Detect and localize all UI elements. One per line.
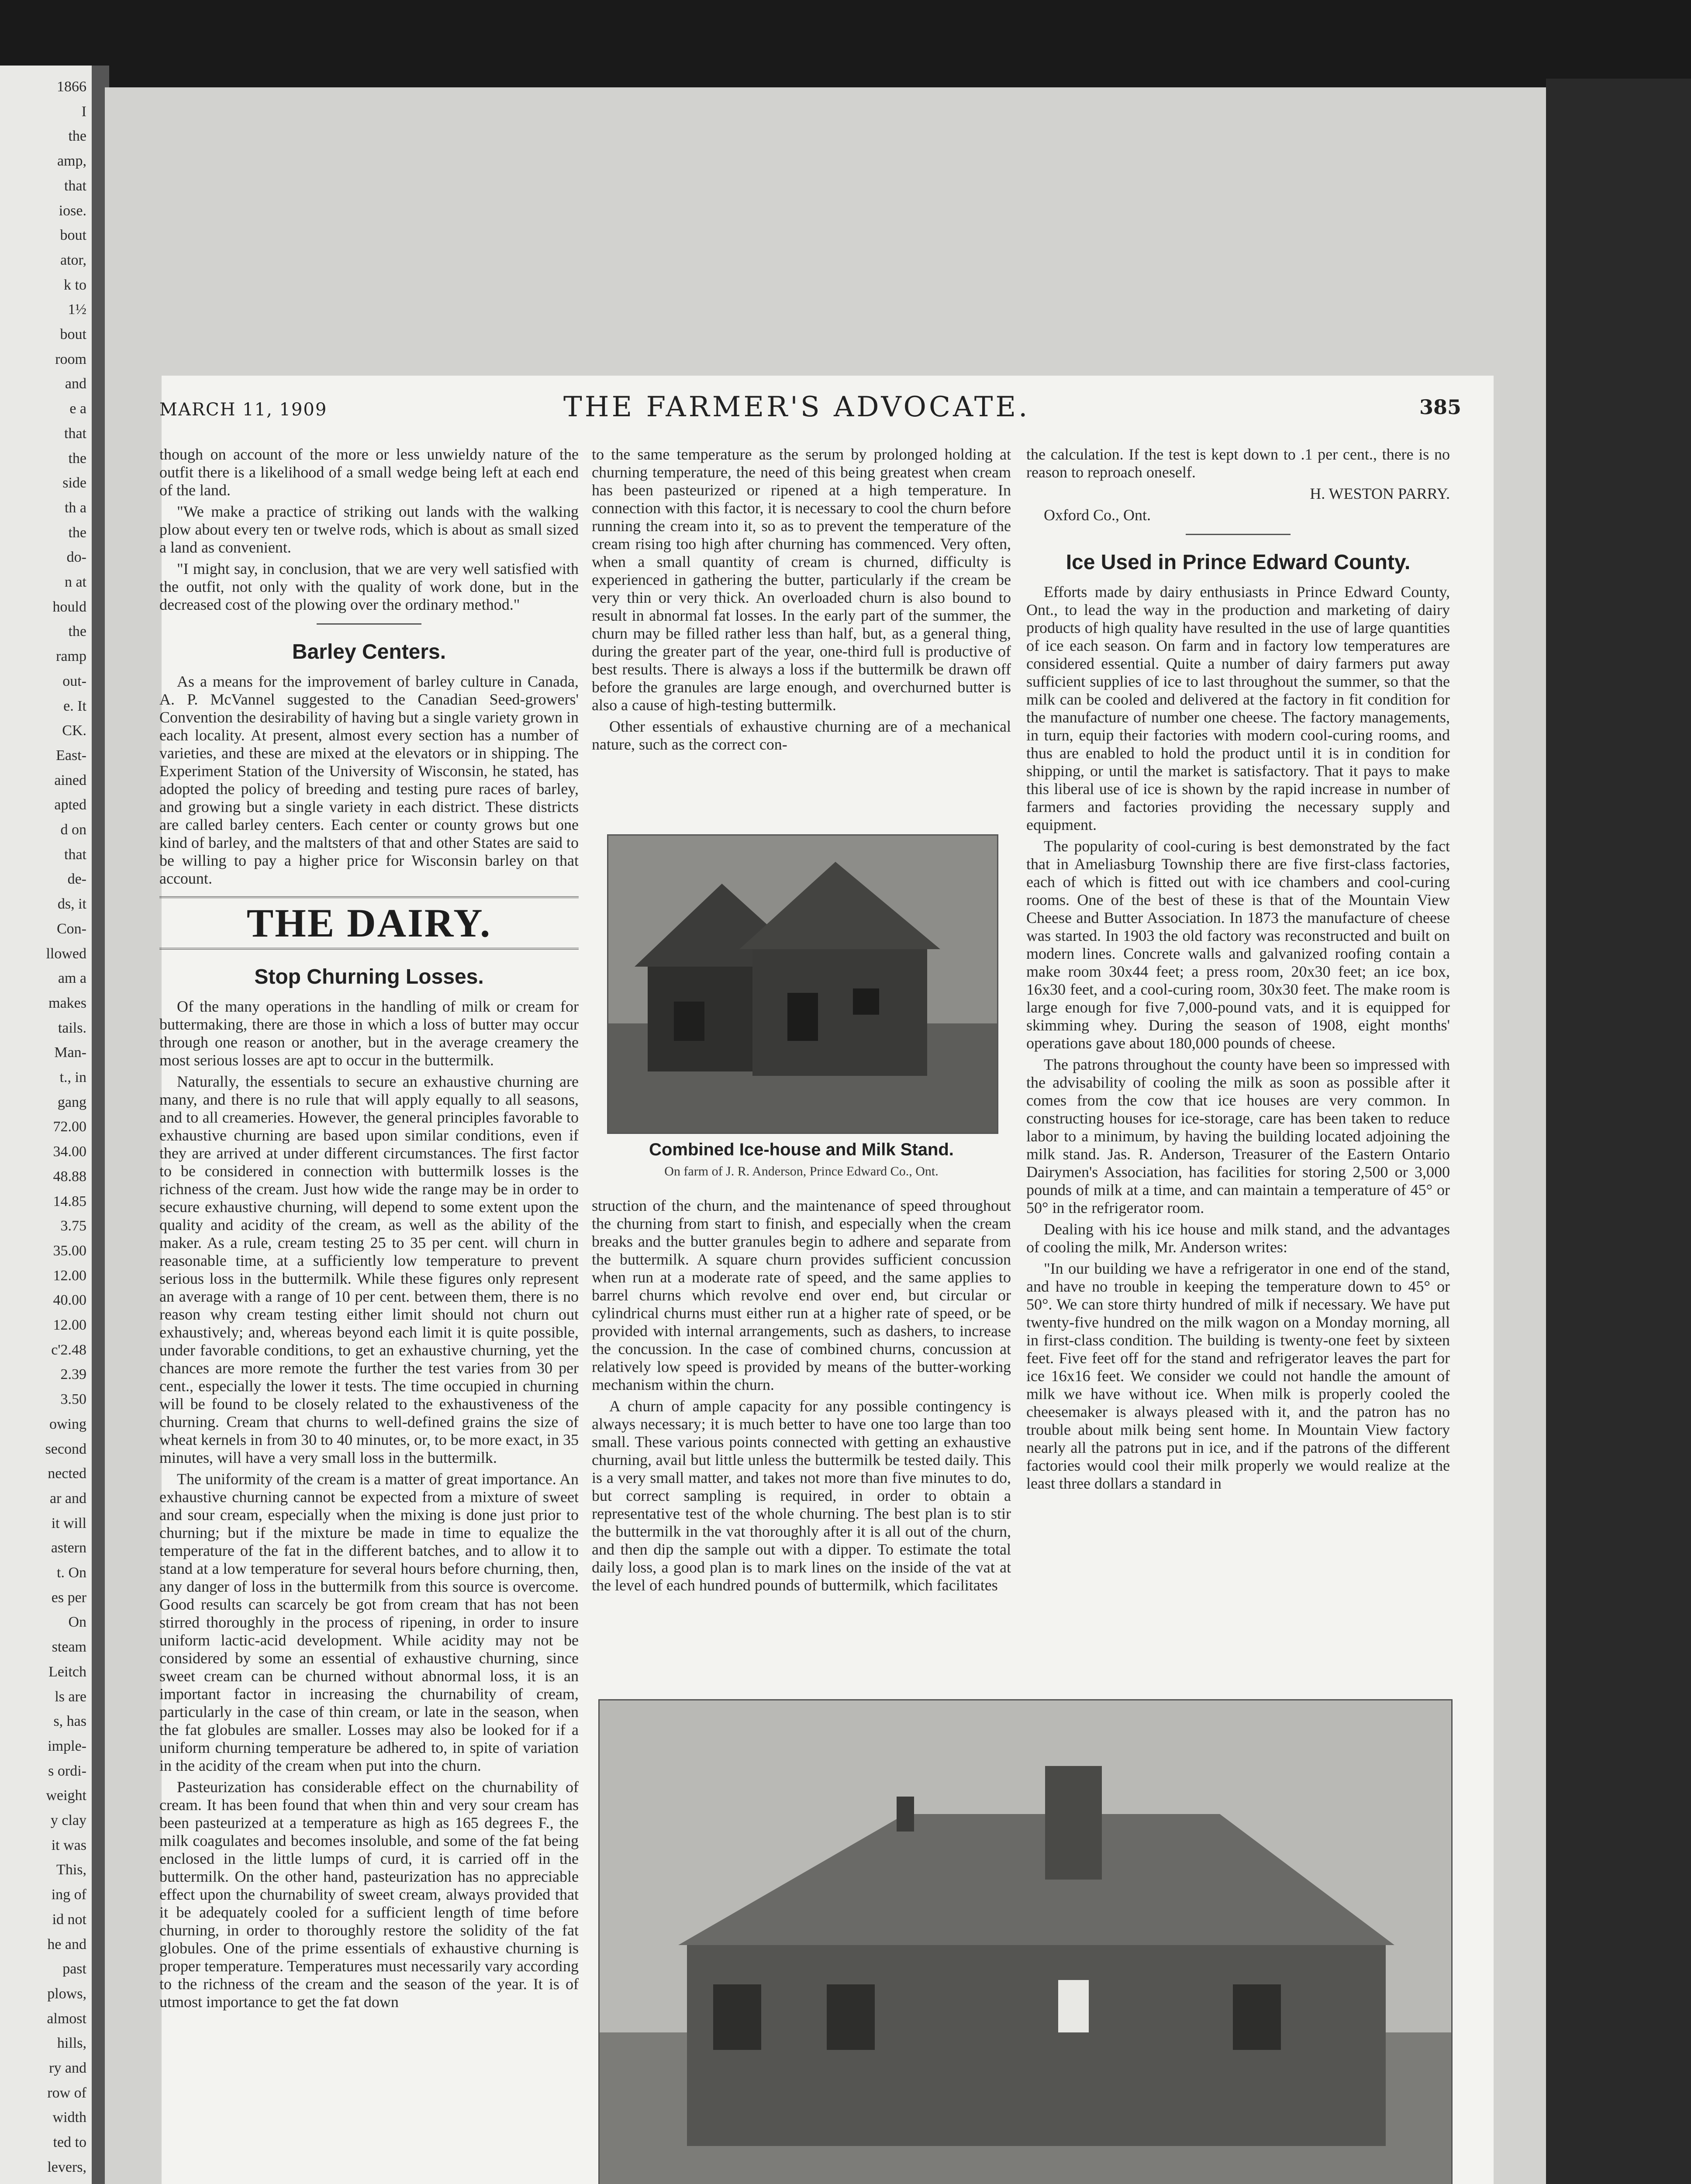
section-heading-churning: Stop Churning Losses. (254, 965, 484, 988)
adjacent-page-fragment: ted to (53, 2134, 86, 2150)
ice-house-illustration (608, 836, 997, 1133)
adjacent-page-fragment: 1½ (68, 301, 86, 318)
adjacent-page-fragment: owing (49, 1416, 86, 1432)
paragraph: Pasteurization has considerable effect on the churnability of cream. It has been found that when thin and very sour cream has been pasteurized at a temperature as high as 165 degrees F., the milk coagulates and becomes insoluble, and some of the fat being enclosed in the little lumps of curd, it is carried off in the buttermilk. On the other hand, pasteurization has no appreciable effect upon the churnability of sweet cream, always provided that it be adequately cooled for a sufficient length of time before churning, in order to thoroughly restore the solidity of the fat globules. One of the prime essentials of exhaustive churning is proper temperature. Temperatures must necessarily vary according to the richness of the cream and the season of the year. It is of utmost importance to get the fat down (159, 1778, 579, 2011)
film-border-right (1546, 79, 1691, 2184)
paragraph: The popularity of cool-curing is best demonstrated by the fact that in Ameliasburg Township there are five first-class factories, each of which is fitted out with ice chambers and cool-curing rooms. One of the best of these is that of the Mountain View Cheese and Butter Association. In 1873 the manufacture of cheese was started. In 1903 the old factory was reconstructed and built on modern lines. Concrete walls and galvanized roofing contain a make room 30x44 feet; a press room, 20x30 feet; an ice box, 16x30 feet, and a cool-curing room, 30x30 feet. The make room is large enough for five 7,000-pound vats, and it is equipped for skimming whey. During the season of 1908, eight months' operations gave about 180,000 pounds of cheese. (1026, 837, 1450, 1052)
adjacent-page-fragment: y clay (50, 1812, 86, 1828)
adjacent-page-fragment: c'2.48 (51, 1342, 86, 1358)
paragraph: "We make a practice of striking out lands with the walking plow about every ten or twelve rods, which is about as small sized a land as convenient. (159, 503, 579, 556)
paragraph: struction of the churn, and the maintenance of speed throughout the churning from start to finish, and especially when the cream breaks and the butter granules begin to adhere and separate from the buttermilk. A square churn provides sufficient concussion when run at a moderate rate of speed, and the same applies to barrel churns which revolve end over end, but circular or cylindrical churns must either run at a higher rate of speed, or be provided with internal arrangements, such as dashers, to increase the concussion. In the case of combined churns, concussion at relatively low speed is provided by means of the butter-working mechanism within the churn. (592, 1197, 1011, 1393)
adjacent-page-fragment: Leitch (48, 1664, 86, 1680)
paragraph: though on account of the more or less unwieldy nature of the outfit there is a likelihood of a small wedge being left at each end of the land. (159, 446, 579, 499)
adjacent-page-fragment: llowed (46, 946, 86, 962)
paragraph: A churn of ample capacity for any possible contingency is always necessary; it is much better to have one too large than too small. These various points connected with getting an exhaustive churning, avail but little unless the buttermilk be tested daily. This is a very small matter, and takes not more than five minutes to do, but correct sampling is required, in order to obtain a representative test of the whole churning. The best plan is to stir the buttermilk in the vat thoroughly after it is all out of the churn, and then dip the sample out with a dipper. To estimate the total daily loss, a good plan is to mark lines on the inside of the vat at the level of each hundred pounds of buttermilk, which facilitates (592, 1397, 1011, 1594)
adjacent-page-fragment: nected (48, 1465, 86, 1482)
adjacent-page-fragment: 3.50 (60, 1391, 86, 1407)
adjacent-page-fragment: almost (47, 2011, 86, 2027)
section-divider (1186, 534, 1291, 535)
paragraph: Of the many operations in the handling of milk or cream for buttermaking, there are those in which a loss of butter may occur through one reason or another, but in the average creamery the most serious losses are apt to occur in the buttermilk. (159, 998, 579, 1069)
adjacent-page-fragment: iose. (59, 203, 86, 219)
adjacent-page-fragment: width (52, 2109, 86, 2125)
adjacent-page-fragment: e a (69, 401, 86, 417)
adjacent-page-fragment: s, has (53, 1713, 86, 1729)
adjacent-page-fragment: k to (64, 277, 86, 293)
column-1 (159, 446, 579, 2015)
adjacent-page-fragment: 3.75 (60, 1218, 86, 1234)
adjacent-page-fragment: t. On (57, 1565, 86, 1581)
paragraph: Efforts made by dairy enthusiasts in Prince Edward County, Ont., to lead the way in the production and marketing of dairy products of high quality have resulted in the use of large quantities of ice each season. On farm and in factory low temperatures are considered essential. Quite a number of dairy farmers put away sufficient supplies of ice to last throughout the summer, so that the milk can be cooled and delivered at the factory in fit condition for the manufacture of number one cheese. The factory managements, in turn, equip their factories with modern cool-curing rooms, and thus are enabled to hold the product until it is in condition for shipping, or until the market is satisfactory. That it pays to make this liberal use of ice is shown by the rapid increase in number of farmers and factories providing the necessary supply and equipment. (1026, 583, 1450, 833)
adjacent-page-fragment: n at (64, 574, 86, 590)
adjacent-page-fragment: makes (48, 995, 86, 1011)
adjacent-page-fragment: am a (58, 970, 86, 986)
paragraph: As a means for the improvement of barley culture in Canada, A. P. McVannel suggested to the Canadian Seed-growers' Convention the desirability of having but a single variety grown in each locality. At present, almost every section has a number of varieties, and these are mixed at the elevators or in shipping. The Experiment Station of the University of Wisconsin, he stated, has adopted the policy of breeding and testing pure races of barley, and growing but a single variety in each district. These districts are called barley centers. Each center or county grows but one kind of barley, and the maltsters of that and other States are said to be willing to pay a higher price for Wisconsin barley on that account. (159, 673, 579, 887)
paragraph: Other essentials of exhaustive churning are of a mechanical nature, such as the correct con- (592, 718, 1011, 753)
column-2-continued (592, 1197, 1011, 1598)
adjacent-page-fragment: t., in (59, 1069, 86, 1085)
dairy-banner-text: THE DAIRY. (246, 901, 492, 945)
column-2 (592, 446, 1011, 757)
section-divider (317, 623, 421, 625)
adjacent-page-fragment: On (68, 1614, 86, 1630)
section-heading-ice: Ice Used in Prince Edward County. (1066, 551, 1411, 574)
section-heading-barley: Barley Centers. (292, 640, 446, 663)
issue-date: MARCH 11, 1909 (159, 400, 328, 420)
adjacent-page-fragment: tails. (58, 1020, 86, 1036)
paragraph: The uniformity of the cream is a matter of great importance. An exhaustive churning cannot be expected from a mixture of sweet and sour cream, especially when the mixing is done just prior to churning; but if the mixture be made in time to equalize the temperature of the fat in the different batches, and to allow it to stand at a low temperature for several hours before churning, then, any danger of loss in the buttermilk from this source is overcome. Good results can scarcely be got from cream that has not been stirred thoroughly in the process of ripening, in order to insure uniform lactic-acid development. While acidity may not be considered by some an essential of exhaustive churning, since sweet cream can be churned without abnormal loss, it is an important factor in increasing the churnability of cream, particularly in the case of thin cream, or late in the season, when the fat globules are smaller. Losses may also be looked for if a uniform churning temperature be adhered to, in spite of variation in the acidity of the cream when put into the churn. (159, 1470, 579, 1774)
adjacent-page-fragment: out- (62, 673, 86, 689)
adjacent-page-fragment: ing of (51, 1887, 86, 1903)
adjacent-page-fragment: that (64, 425, 86, 442)
adjacent-page-fragment: 40.00 (53, 1292, 86, 1308)
adjacent-page-fragment: 35.00 (53, 1243, 86, 1259)
dairy-banner (159, 896, 579, 950)
adjacent-page-fragment: Man- (54, 1044, 86, 1061)
adjacent-page-fragment: th a (64, 500, 86, 516)
adjacent-page-fragment: 14.85 (53, 1193, 86, 1209)
adjacent-page-fragment: 48.88 (53, 1168, 86, 1185)
adjacent-page-fragment: ls are (55, 1689, 86, 1705)
adjacent-page-fragment: second (45, 1441, 86, 1457)
adjacent-page-fragment: it will (51, 1515, 86, 1531)
adjacent-page-fragment: he and (47, 1936, 86, 1952)
adjacent-page-fragment: bout (60, 326, 86, 342)
author-signature: H. WESTON PARRY. (1310, 485, 1450, 502)
adjacent-page-fragment: hould (52, 599, 86, 615)
adjacent-page-fragment: plows, (47, 1986, 86, 2002)
adjacent-page-fragment: ry and (49, 2060, 86, 2076)
adjacent-page-fragment: room (55, 351, 86, 367)
column-3 (1026, 446, 1450, 1496)
adjacent-page-fragment: ar and (49, 1490, 86, 1507)
adjacent-page-fragment: astern (51, 1540, 86, 1556)
adjacent-page-fragment: amp, (57, 153, 86, 169)
adjacent-page-fragment: 34.00 (53, 1144, 86, 1160)
adjacent-page-fragment: This, (56, 1862, 86, 1878)
adjacent-page-fragment: it was (51, 1837, 86, 1853)
masthead-title: THE FARMER'S ADVOCATE. (563, 391, 1030, 423)
adjacent-page-fragment: row of (47, 2085, 86, 2101)
adjacent-page-fragment: de- (67, 871, 86, 887)
adjacent-page-fragment: ramp (56, 648, 86, 664)
adjacent-page-fragment: id not (52, 1911, 86, 1928)
adjacent-page-fragment: past (62, 1961, 86, 1977)
adjacent-page-fragment: apted (54, 797, 86, 813)
adjacent-page-fragment: gang (57, 1094, 86, 1110)
photo-subcaption: On farm of J. R. Anderson, Prince Edward Co., Ont. (664, 1164, 939, 1178)
adjacent-page-fragment: do- (66, 549, 86, 565)
adjacent-page-fragment: es per (51, 1590, 86, 1606)
adjacent-page-fragment: 72.00 (53, 1119, 86, 1135)
adjacent-page-fragment: and (65, 376, 86, 392)
adjacent-page-fragment: ds, it (57, 896, 86, 912)
adjacent-page-fragment: Con- (57, 921, 86, 937)
adjacent-page-fragment: 2.39 (60, 1366, 86, 1382)
adjacent-page-fragment: 1866 (57, 79, 86, 95)
photo-ice-house (607, 834, 998, 1134)
adjacent-page-fragment: 12.00 (53, 1317, 86, 1333)
adjacent-page-fragment: the (68, 128, 86, 144)
adjacent-page-fragment: I (81, 104, 86, 120)
adjacent-page-fragment: steam (52, 1639, 86, 1655)
cheese-factory-illustration (600, 1700, 1451, 2184)
adjacent-page-fragment: 12.00 (53, 1268, 86, 1284)
adjacent-page-fragment: ained (54, 772, 86, 788)
adjacent-page-fragment: CK. (62, 722, 86, 739)
paragraph: "I might say, in conclusion, that we are very well satisfied with the outfit, not only with the quality of work done, but in the decreased cost of the plowing over the ordinary method." (159, 560, 579, 613)
adjacent-page-fragment: that (64, 847, 86, 863)
adjacent-page-fragment: levers, (47, 2159, 86, 2175)
adjacent-page-fragment: the (68, 450, 86, 467)
adjacent-page-fragment: hills, (57, 2035, 86, 2051)
adjacent-page-fragment: side (62, 475, 86, 491)
paragraph: Naturally, the essentials to secure an exhaustive churning are many, and there is no rule that will apply equally to all seasons, and to all creameries. However, the general principles favorable to exhaustive churning are based upon similar conditions, even if they are arrived at under different circumstances. The first factor to be considered in connection with buttermilk losses is the richness of the cream. Just how wide the range may be in order to secure exhaustive churning, will depend to some extent upon the quality and acidity of the cream, as well as the ability of the maker. As a rule, cream testing 25 to 35 per cent. will churn in reasonable time, at a sufficiently low temperature to prevent serious loss in the buttermilk. While these figures only represent an average with a range of 10 per cent. between them, there is no reason why cream testing either limit should not churn out exhaustively; and, whereas beyond each limit it is quite possible, under favorable conditions, to get an exhaustive churning, yet the chances are more remote the further the test varies from 30 per cent., especially the lower it tests. The time occupied in churning will be found to be closely related to the exhaustiveness of the churning. Cream that churns to well-defined grains the size of wheat kernels in from 30 to 40 minutes, or, to be more exact, in 35 minutes, will have a very small loss in the buttermilk. (159, 1073, 579, 1466)
paragraph: "In our building we have a refrigerator in one end of the stand, and have no trouble in keeping the temperature down to 45° or 50°. We can store thirty hundred of milk if necessary. We have put twenty-five hundred on the milk wagon on a Monday morning, all in first-class condition. The building is twenty-one feet by sixteen feet. Five feet off for the stand and refrigerator leaves the part for ice 16x16 feet. We consider we could not handle the amount of milk we have without ice. When milk is properly cooled the cheesemaker is always pleased with it, and the patron has no trouble about milk being sent home. In Mountain View factory nearly all the patrons put in ice, and if the patrons of the different factories would cool their milk properly we would realize at the least three dollars a standard in (1026, 1260, 1450, 1492)
author-location: Oxford Co., Ont. (1044, 506, 1151, 524)
photo-caption: Combined Ice-house and Milk Stand. (649, 1140, 954, 1159)
photo-cheese-factory (598, 1699, 1453, 2184)
adjacent-page-fragment: bout (60, 227, 86, 243)
adjacent-page-fragment: imple- (48, 1738, 86, 1754)
adjacent-page-fragment: d on (60, 822, 86, 838)
adjacent-page-fragment: that (64, 178, 86, 194)
adjacent-page-fragment: ator, (60, 252, 86, 268)
page-number: 385 (1419, 395, 1462, 419)
adjacent-page-fragment: the (68, 525, 86, 541)
adjacent-page-fragment: e. It (63, 698, 86, 714)
paragraph: the calculation. If the test is kept down to .1 per cent., there is no reason to reproach oneself. (1026, 446, 1450, 481)
paragraph: to the same temperature as the serum by prolonged holding at churning temperature, the need of this being greatest when cream has been pasteurized or ripened at a high temperature. In connection with this factor, it is necessary to cool the churn before running the cream into it, so as to prevent the temperature of the cream rising too high after churning has commenced. Very often, when a small quantity of cream is churned, difficulty is experienced in gathering the butter, particularly if the cream be very thin or very thick. An overloaded churn is also bound to result in abnormal fat losses. In the early part of the summer, the churn may be filled rather less than half, but, as a general thing, during the greater part of the year, one-third full is productive of best results. There is always a loss if the buttermilk be drawn off before the granules are large enough, and overchurned butter is also a cause of high-testing buttermilk. (592, 446, 1011, 714)
adjacent-page-fragment: East- (56, 747, 86, 764)
paragraph: The patrons throughout the county have been so impressed with the advisability of cooling the milk as soon as possible after it comes from the cow that ice houses are very common. In constructing houses for ice-storage, care has been taken to reduce labor to a minimum, by having the building located adjoining the milk stand. Jas. R. Anderson, Treasurer of the Eastern Ontario Dairymen's Association, has facilities for storing 2,500 or 3,000 pounds of milk at a time, and can maintain a temperature of 45° or 50° in the refrigerator room. (1026, 1056, 1450, 1216)
adjacent-page-fragment: the (68, 623, 86, 639)
adjacent-page-fragment: s ordi- (48, 1763, 86, 1779)
adjacent-page-strip (0, 66, 92, 2184)
adjacent-page-fragment: weight (46, 1787, 86, 1804)
paragraph: Dealing with his ice house and milk stand, and the advantages of cooling the milk, Mr. Anderson writes: (1026, 1220, 1450, 1256)
